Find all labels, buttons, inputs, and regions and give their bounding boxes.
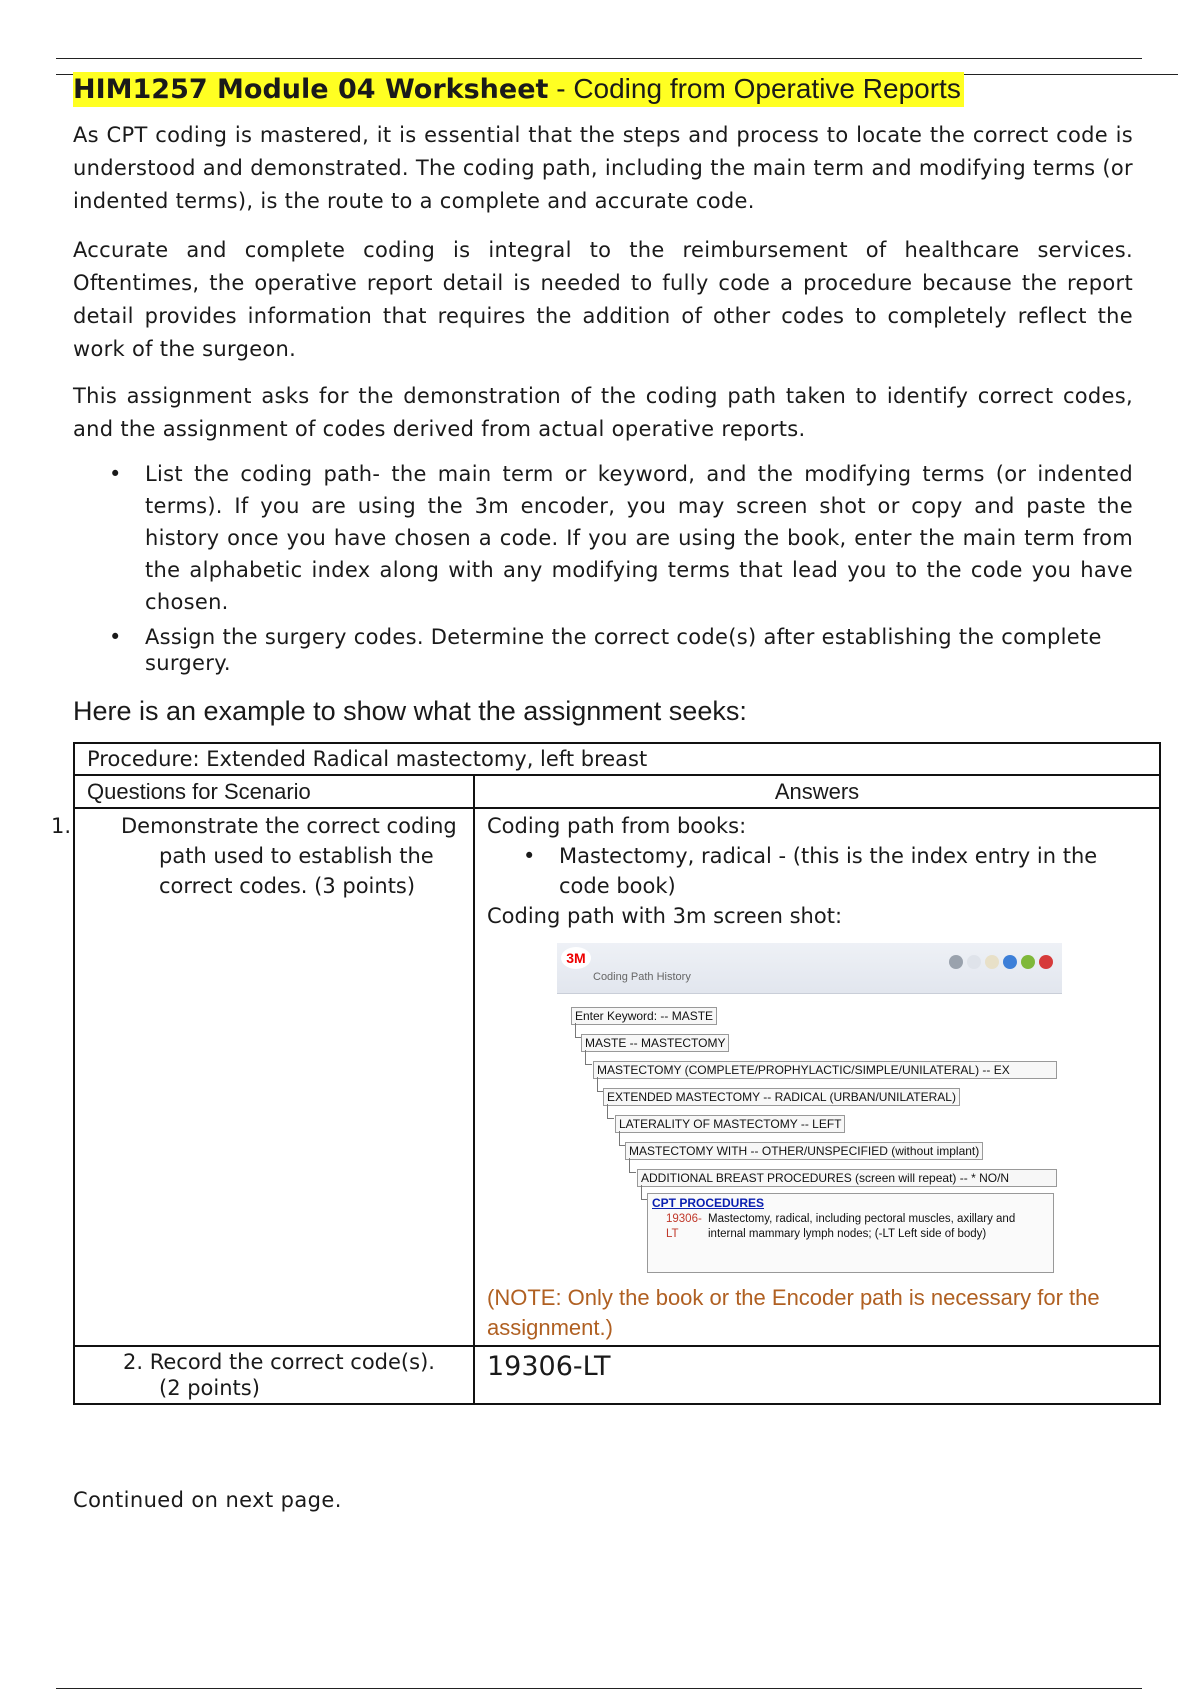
books-path-label: Coding path from books:	[487, 814, 747, 838]
cpt-code-number: 19306-	[666, 1213, 702, 1225]
intro-paragraph-3: This assignment asks for the demonstration of the coding path taken to identify correct codes, and the assignment of codes derived from actual operative reports.	[73, 384, 1133, 441]
question-2-points: (2 points)	[159, 1376, 260, 1400]
table-row	[74, 743, 1160, 775]
copy-icon	[967, 955, 981, 969]
close-icon	[1039, 955, 1053, 969]
title-bold: HIM1257 Module 04 Worksheet	[73, 74, 549, 105]
intro-paragraph-1: As CPT coding is mastered, it is essential that the steps and process to locate the correct code is understood and demonstrated. The coding path, including the main term and modifying terms (or indented terms), is the route to a complete and accurate code.	[73, 123, 1133, 213]
question-1-text: Demonstrate the correct coding path used to establish the correct codes. (3 points)	[121, 814, 457, 898]
table-row	[74, 808, 1160, 1346]
cpt-code	[666, 1212, 702, 1242]
instruction-item: • Assign the surgery codes. Determine the correct code(s) after establishing the complete surgery.	[145, 624, 1133, 676]
coding-path-node: Enter Keyword: -- MASTE	[571, 1007, 717, 1025]
page-title	[73, 72, 964, 107]
instruction-list	[73, 458, 1133, 676]
coding-path-node: LATERALITY OF MASTECTOMY -- LEFT	[615, 1115, 845, 1133]
tree-connector	[629, 1158, 636, 1173]
coding-path-node: MASTECTOMY WITH -- OTHER/UNSPECIFIED (without implant)	[625, 1142, 983, 1160]
continued-note: Continued on next page.	[73, 1488, 342, 1512]
top-rule	[56, 58, 1142, 59]
paste-icon	[985, 955, 999, 969]
questions-header: Questions for Scenario	[74, 775, 474, 808]
coding-path-history-tab: Coding Path History	[593, 971, 691, 983]
question-1-cell	[51, 808, 474, 1346]
question-1-number: 1.	[51, 814, 72, 838]
example-table	[51, 742, 1161, 1405]
question-2-cell	[74, 1346, 474, 1404]
procedure-cell: Procedure: Extended Radical mastectomy, left breast	[74, 743, 1160, 775]
table-row	[74, 1346, 1160, 1404]
coding-path-node: EXTENDED MASTECTOMY -- RADICAL (URBAN/UNILATERAL)	[603, 1088, 960, 1106]
cpt-description: Mastectomy, radical, including pectoral muscles, axillary and internal mammary lymph nodes; (-LT Left side of body)	[708, 1213, 1016, 1240]
encoder-toolbar	[557, 943, 1062, 994]
tree-connector	[607, 1104, 614, 1119]
question-1	[51, 811, 461, 901]
cpt-procedures-link: CPT PROCEDURES	[652, 1196, 765, 1210]
answer-code: 19306-LT	[487, 1351, 611, 1382]
instruction-item: • List the coding path- the main term or keyword, and the modifying terms (or indented terms). If you are using the 3m encoder, you may screen shot or copy and paste the history once you have chosen a code. If you are using the book, enter the main term from the alphabetic index along with any modifying terms that lead you to the code you have chosen.	[145, 458, 1133, 618]
intro-paragraph-2: Accurate and complete coding is integral to the reimbursement of healthcare services. Oftentimes, the operative report detail is needed to fully code a procedure because the report detail provides information that requires the addition of other codes to completely reflect the work of the surgeon.	[73, 238, 1133, 361]
tree-connector	[585, 1050, 592, 1065]
coding-path-node: MASTE -- MASTECTOMY	[581, 1034, 729, 1052]
footer-rule	[56, 1688, 1142, 1689]
encoder-note: (NOTE: Only the book or the Encoder path is necessary for the assignment.)	[487, 1285, 1100, 1340]
title-subtitle: - Coding from Operative Reports	[548, 73, 961, 104]
coding-path-node: MASTECTOMY (COMPLETE/PROPHYLACTIC/SIMPLE/UNILATERAL) -- EX	[593, 1061, 1057, 1079]
worksheet-page	[51, 72, 1133, 1405]
coding-path-node: ADDITIONAL BREAST PROCEDURES (screen will repeat) -- * NO/N	[637, 1169, 1057, 1187]
cpt-code-modifier: LT	[666, 1228, 679, 1240]
answer-1-cell	[474, 808, 1160, 1346]
3m-logo: 3M	[561, 947, 591, 969]
books-path-entry: • Mastectomy, radical - (this is the index entry in the code book)	[487, 841, 1147, 901]
example-heading: Here is an example to show what the assignment seeks:	[73, 696, 747, 726]
cpt-procedures-box	[647, 1193, 1054, 1273]
answers-header: Answers	[474, 775, 1160, 808]
table-row	[74, 775, 1160, 808]
help-icon	[1003, 955, 1017, 969]
answer-2-cell	[474, 1346, 1160, 1404]
encoder-screenshot	[557, 943, 1062, 1273]
refresh-icon	[1021, 955, 1035, 969]
print-icon	[949, 955, 963, 969]
encoder-path-label: Coding path with 3m screen shot:	[487, 904, 843, 928]
question-2-text: 2. Record the correct code(s).	[123, 1350, 435, 1374]
